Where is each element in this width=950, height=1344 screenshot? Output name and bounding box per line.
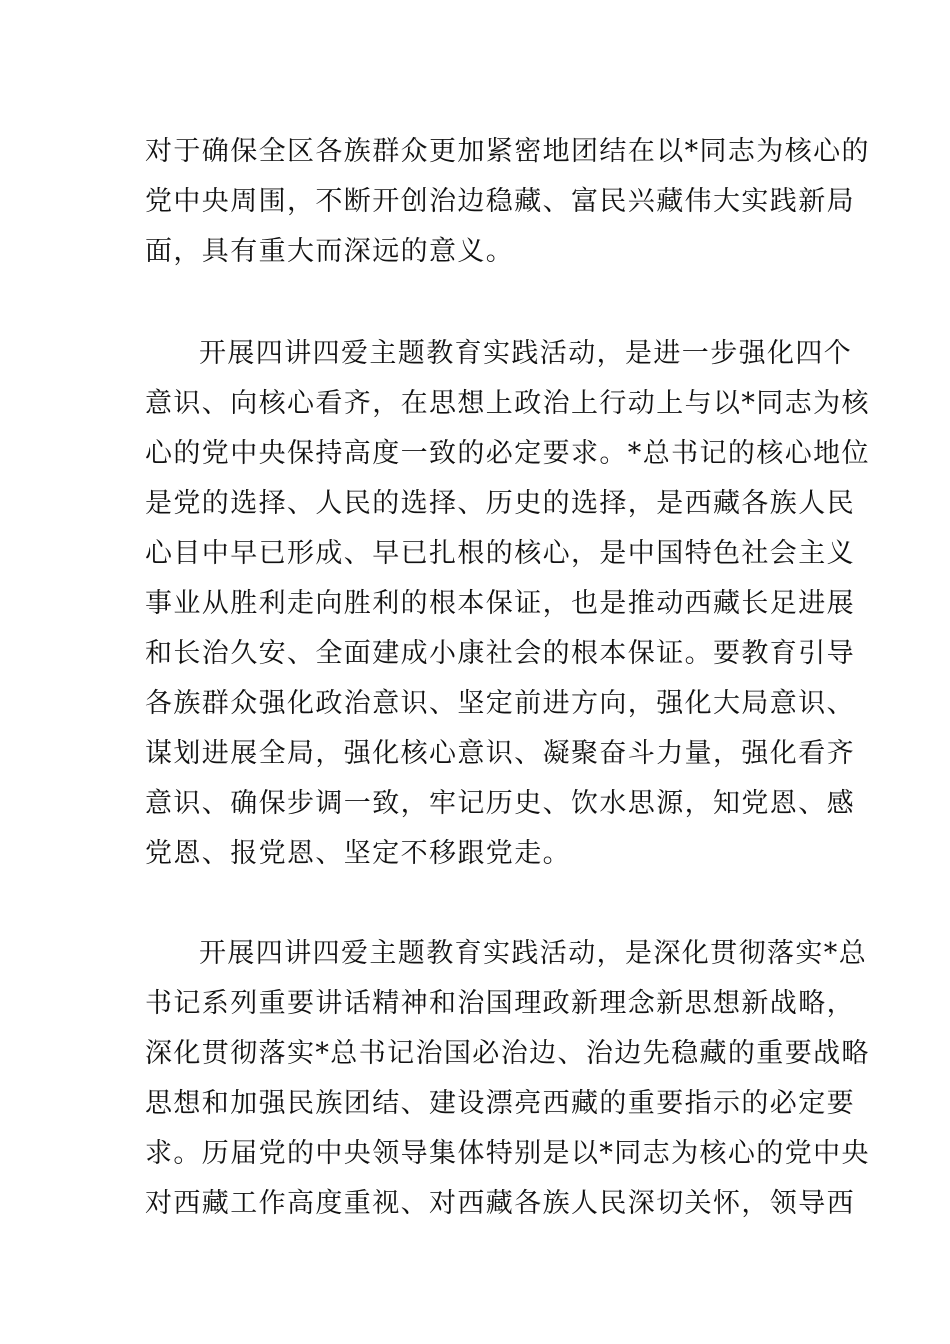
paragraph-line: 对西藏工作高度重视、对西藏各族人民深切关怀，领导西 — [145, 1188, 855, 1219]
paragraph-line: 谋划进展全局，强化核心意识、凝聚奋斗力量，强化看齐 — [145, 738, 855, 769]
paragraph-line: 开展四讲四爱主题教育实践活动，是进一步强化四个 — [199, 338, 853, 369]
paragraph-line: 各族群众强化政治意识、坚定前进方向，强化大局意识、 — [145, 688, 855, 719]
paragraph-line: 意识、确保步调一致，牢记历史、饮水思源，知党恩、感 — [145, 788, 855, 819]
paragraph-line: 思想和加强民族团结、建设漂亮西藏的重要指示的必定要 — [145, 1088, 855, 1119]
paragraph-line: 求。历届党的中央领导集体特别是以*同志为核心的党中央 — [145, 1138, 870, 1169]
paragraph-line: 是党的选择、人民的选择、历史的选择，是西藏各族人民 — [145, 488, 855, 519]
paragraph-line: 党恩、报党恩、坚定不移跟党走。 — [145, 838, 571, 869]
paragraph-line: 党中央周围，不断开创治边稳藏、富民兴藏伟大实践新局 — [145, 186, 855, 217]
paragraph-line: 心目中早已形成、早已扎根的核心，是中国特色社会主义 — [145, 538, 855, 569]
paragraph-line: 对于确保全区各族群众更加紧密地团结在以*同志为核心的 — [145, 136, 870, 167]
paragraph-line: 面，具有重大而深远的意义。 — [145, 236, 515, 267]
paragraph-line: 和长治久安、全面建成小康社会的根本保证。要教育引导 — [145, 638, 855, 669]
paragraph-line: 心的党中央保持高度一致的必定要求。*总书记的核心地位 — [145, 438, 870, 469]
paragraph-line: 书记系列重要讲话精神和治国理政新理念新思想新战略， — [145, 988, 855, 1019]
paragraph-line: 意识、向核心看齐，在思想上政治上行动上与以*同志为核 — [145, 388, 870, 419]
paragraph-line: 开展四讲四爱主题教育实践活动，是深化贯彻落实*总 — [199, 938, 868, 969]
paragraph-line: 事业从胜利走向胜利的根本保证，也是推动西藏长足进展 — [145, 588, 855, 619]
paragraph-line: 深化贯彻落实*总书记治国必治边、治边先稳藏的重要战略 — [145, 1038, 870, 1069]
